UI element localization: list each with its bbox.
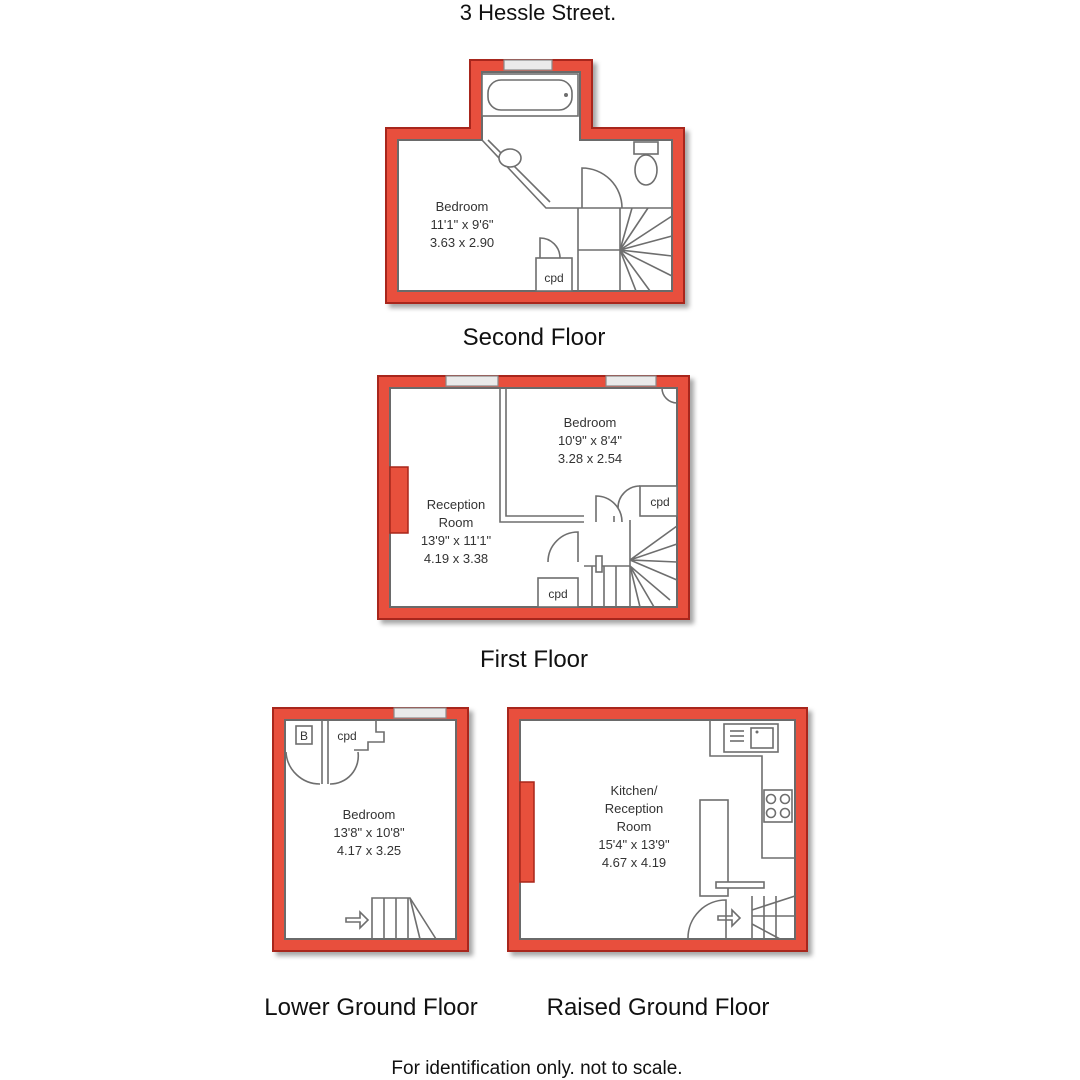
room-size-metric: 3.63 x 2.90 bbox=[429, 235, 495, 250]
room-name: Reception bbox=[426, 497, 486, 512]
room-name: Bedroom bbox=[563, 415, 617, 430]
floor-label-lower-ground: Lower Ground Floor bbox=[264, 994, 478, 1021]
cupboard-label: cpd bbox=[337, 729, 357, 743]
second-floor-plan bbox=[386, 60, 684, 303]
first-floor-plan bbox=[378, 376, 689, 619]
floor-label-first: First Floor bbox=[480, 646, 588, 673]
room-size-metric: 4.17 x 3.25 bbox=[336, 843, 402, 858]
page-title: 3 Hessle Street. bbox=[459, 0, 617, 25]
room-size-imperial: 13'8" x 10'8" bbox=[333, 825, 405, 840]
cupboard-label: cpd bbox=[650, 495, 670, 509]
room-size-metric: 4.19 x 3.38 bbox=[423, 551, 489, 566]
boiler-label: B bbox=[299, 729, 309, 743]
chimney-breast bbox=[520, 782, 534, 882]
room-size-metric: 4.67 x 4.19 bbox=[601, 855, 667, 870]
room-size-imperial: 11'1" x 9'6" bbox=[430, 217, 494, 232]
window bbox=[394, 708, 446, 718]
room-name: Reception bbox=[604, 801, 664, 816]
disclaimer: For identification only. not to scale. bbox=[391, 1058, 683, 1079]
room-size-imperial: 10'9" x 8'4" bbox=[557, 433, 623, 448]
cupboard-label: cpd bbox=[548, 587, 568, 601]
floor-label-second: Second Floor bbox=[462, 324, 606, 351]
cupboard-label: cpd bbox=[544, 271, 564, 285]
room-name: Room bbox=[438, 515, 474, 530]
lower-ground-floor-plan bbox=[273, 708, 468, 951]
window bbox=[606, 376, 656, 386]
room-size-imperial: 15'4" x 13'9" bbox=[598, 837, 670, 852]
room-name: Kitchen/ bbox=[610, 783, 658, 798]
basin bbox=[499, 149, 521, 167]
room-name: Bedroom bbox=[435, 199, 489, 214]
room-size-imperial: 13'9" x 11'1" bbox=[420, 533, 492, 548]
room-name: Room bbox=[616, 819, 652, 834]
window bbox=[446, 376, 498, 386]
raised-ground-floor-plan bbox=[508, 708, 807, 951]
room-size-metric: 3.28 x 2.54 bbox=[557, 451, 623, 466]
window bbox=[504, 60, 552, 70]
chimney-breast bbox=[390, 467, 408, 533]
room-name: Bedroom bbox=[342, 807, 396, 822]
toilet bbox=[634, 142, 658, 154]
floor-label-raised-ground: Raised Ground Floor bbox=[546, 994, 770, 1021]
